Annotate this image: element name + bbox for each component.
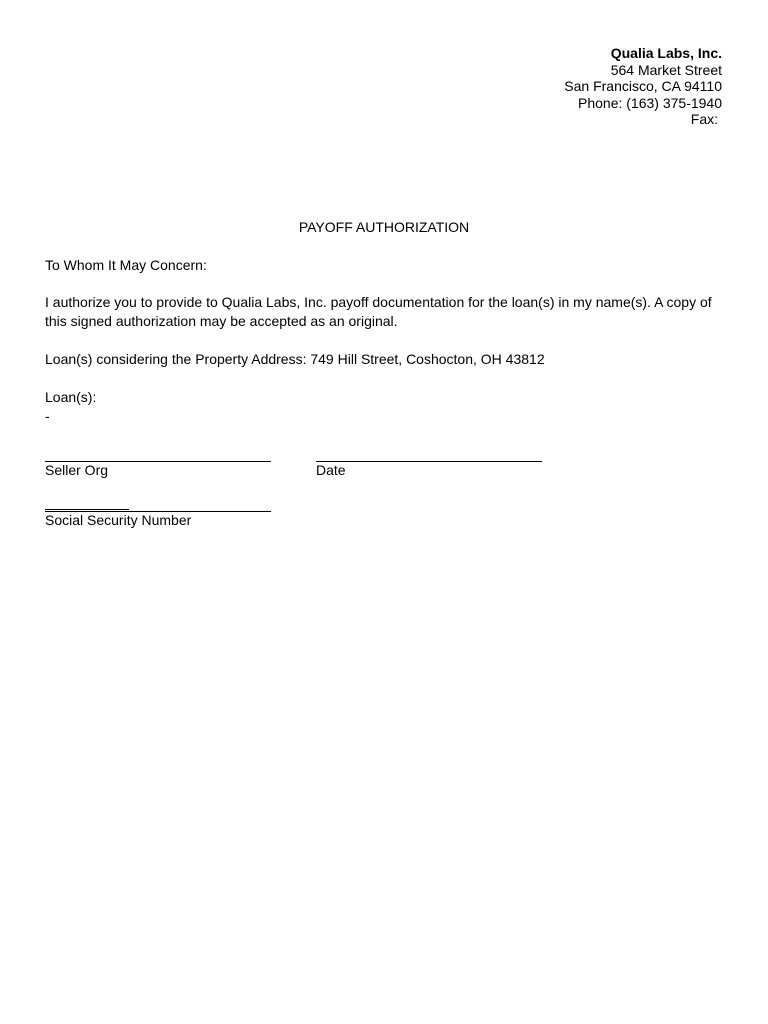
company-city-state-zip: San Francisco, CA 94110 [564,78,722,94]
property-address-line: Loan(s) considering the Property Address: 749 Hill Street, Coshocton, OH 43812 [45,351,545,367]
salutation: To Whom It May Concern: [45,257,207,273]
ssn-partial-line [45,509,129,510]
document-title: PAYOFF AUTHORIZATION [298,219,470,235]
company-name: Qualia Labs, Inc. [610,45,722,61]
ssn-signature-label: Social Security Number [45,512,192,528]
company-phone: Phone: (163) 375-1940 [578,94,722,111]
authorization-paragraph: I authorize you to provide to Qualia Labs, Inc. payoff documentation for the loan(s) in my name(s). A copy of this signed authorization may be accepted as an original. [45,294,712,329]
loan-item: - [45,408,50,424]
loans-label: Loan(s): [45,389,97,405]
date-signature-line [316,461,542,462]
seller-signature-label: Seller Org [45,462,109,478]
letterhead [564,45,722,128]
loans-section [45,388,725,426]
date-signature-label: Date [316,462,346,478]
company-fax: Fax: [690,111,718,127]
company-street: 564 Market Street [610,61,722,78]
